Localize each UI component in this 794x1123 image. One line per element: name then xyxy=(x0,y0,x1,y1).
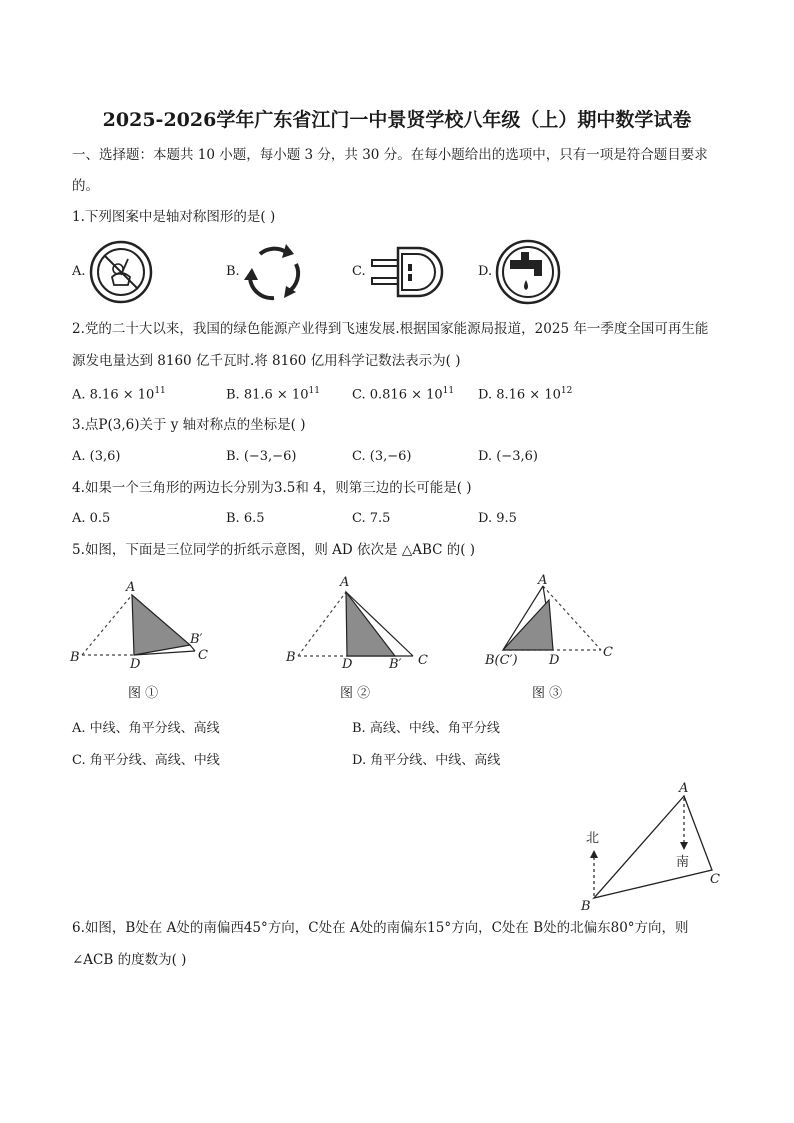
q4-option-b: B. 6.5 xyxy=(226,511,265,526)
q2-stem-line2: 源发电量达到 8160 亿千瓦时.将 8160 亿用科学记数法表示为( ) xyxy=(72,353,461,369)
q5-option-a: A. 中线、角平分线、高线 xyxy=(72,721,220,736)
q6-label-south: 南 xyxy=(676,855,690,870)
fig3-label-d: D xyxy=(549,653,560,668)
water-faucet-icon xyxy=(494,238,562,306)
q1-option-c-label: C. xyxy=(352,264,366,279)
q6-stem-line1: 6.如图，B处在 A处的南偏西45°方向，C处在 A处的南偏东15°方向，C处在 B处的北偏东80°方向，则 xyxy=(72,920,689,936)
fig1-label-a: A xyxy=(126,580,136,595)
q5-option-d: D. 角平分线、中线、高线 xyxy=(352,753,501,768)
fig1-label-d: D xyxy=(130,657,141,672)
fig3-label-b-c-prime: B(C′) xyxy=(485,653,518,668)
q4-option-a: A. 0.5 xyxy=(72,511,111,526)
q2-option-d: D. $8.16 \times 10^{12}$ xyxy=(478,386,573,403)
q2-option-a: A. $8.16 \times 10^{11}$ xyxy=(72,386,166,403)
q3-stem: 3.点P(3,6)关于 y 轴对称点的坐标是( ) xyxy=(72,417,306,433)
q3-option-d: D. (−3,6) xyxy=(478,449,538,464)
power-plug-icon xyxy=(368,244,442,300)
fig2-label-b-prime: B′ xyxy=(389,657,402,672)
q1-option-a-label: A. xyxy=(72,264,86,279)
page-title: 2025-2026学年广东省江门一中景贤学校八年级（上）期中数学试卷 xyxy=(102,109,692,131)
fig2-label-d: D xyxy=(342,657,353,672)
q6-label-north: 北 xyxy=(586,831,600,846)
q1-option-d-label: D. xyxy=(478,264,493,279)
q5-caption-3: 图 ③ xyxy=(532,686,563,701)
q3-option-c: C. (3,−6) xyxy=(352,449,412,464)
q3-option-b: B. (−3,−6) xyxy=(226,449,297,464)
fig2-label-b: B xyxy=(286,650,296,665)
q5-caption-1: 图 ① xyxy=(128,686,159,701)
q2-stem-line1: 2.党的二十大以来，我国的绿色能源产业得到飞速发展.根据国家能源局报道，2025 年一季度全国可再生能 xyxy=(72,321,709,337)
q2-option-c: C. $0.816 \times 10^{11}$ xyxy=(352,386,455,403)
fig3-label-c: C xyxy=(603,645,613,660)
fig1-label-b-prime: B′ xyxy=(190,632,203,647)
q4-option-c: C. 7.5 xyxy=(352,511,391,526)
fig3-label-a: A xyxy=(538,573,548,588)
q5-stem: 5.如图，下面是三位同学的折纸示意图，则 AD 依次是 △ABC 的( ) xyxy=(72,542,476,558)
fig1-label-c: C xyxy=(198,648,208,663)
q5-figure-2 xyxy=(283,572,433,670)
q5-figure-3 xyxy=(483,572,623,670)
q5-option-b: B. 高线、中线、角平分线 xyxy=(352,721,500,736)
fig1-label-b: B xyxy=(70,650,80,665)
q6-label-c: C xyxy=(710,872,720,887)
q1-option-b-label: B. xyxy=(226,264,240,279)
q5-caption-2: 图 ② xyxy=(340,686,371,701)
q6-label-b: B xyxy=(581,899,591,914)
q6-direction-figure xyxy=(580,780,730,915)
fig2-label-c: C xyxy=(418,653,428,668)
section-heading-line1: 一、选择题：本题共 10 小题，每小题 3 分，共 30 分。在每小题给出的选项中，只有一项是符合题目要求 xyxy=(72,147,708,163)
q5-figure-1 xyxy=(70,575,220,670)
recycle-arrows-icon xyxy=(240,240,306,304)
fig2-label-a: A xyxy=(340,575,350,590)
q1-stem: 1.下列图案中是轴对称图形的是( ) xyxy=(72,209,276,225)
no-broom-sign-icon xyxy=(88,239,154,305)
q3-option-a: A. (3,6) xyxy=(72,449,121,464)
q6-label-a: A xyxy=(679,781,689,796)
section-heading-line2: 的。 xyxy=(72,178,99,194)
q4-option-d: D. 9.5 xyxy=(478,511,517,526)
q4-stem: 4.如果一个三角形的两边长分别为3.5和 4，则第三边的长可能是( ) xyxy=(72,480,472,496)
q5-option-c: C. 角平分线、高线、中线 xyxy=(72,753,220,768)
q2-option-b: B. $81.6 \times 10^{11}$ xyxy=(226,386,320,403)
q6-stem-line2: ∠ACB 的度数为( ) xyxy=(72,952,187,968)
